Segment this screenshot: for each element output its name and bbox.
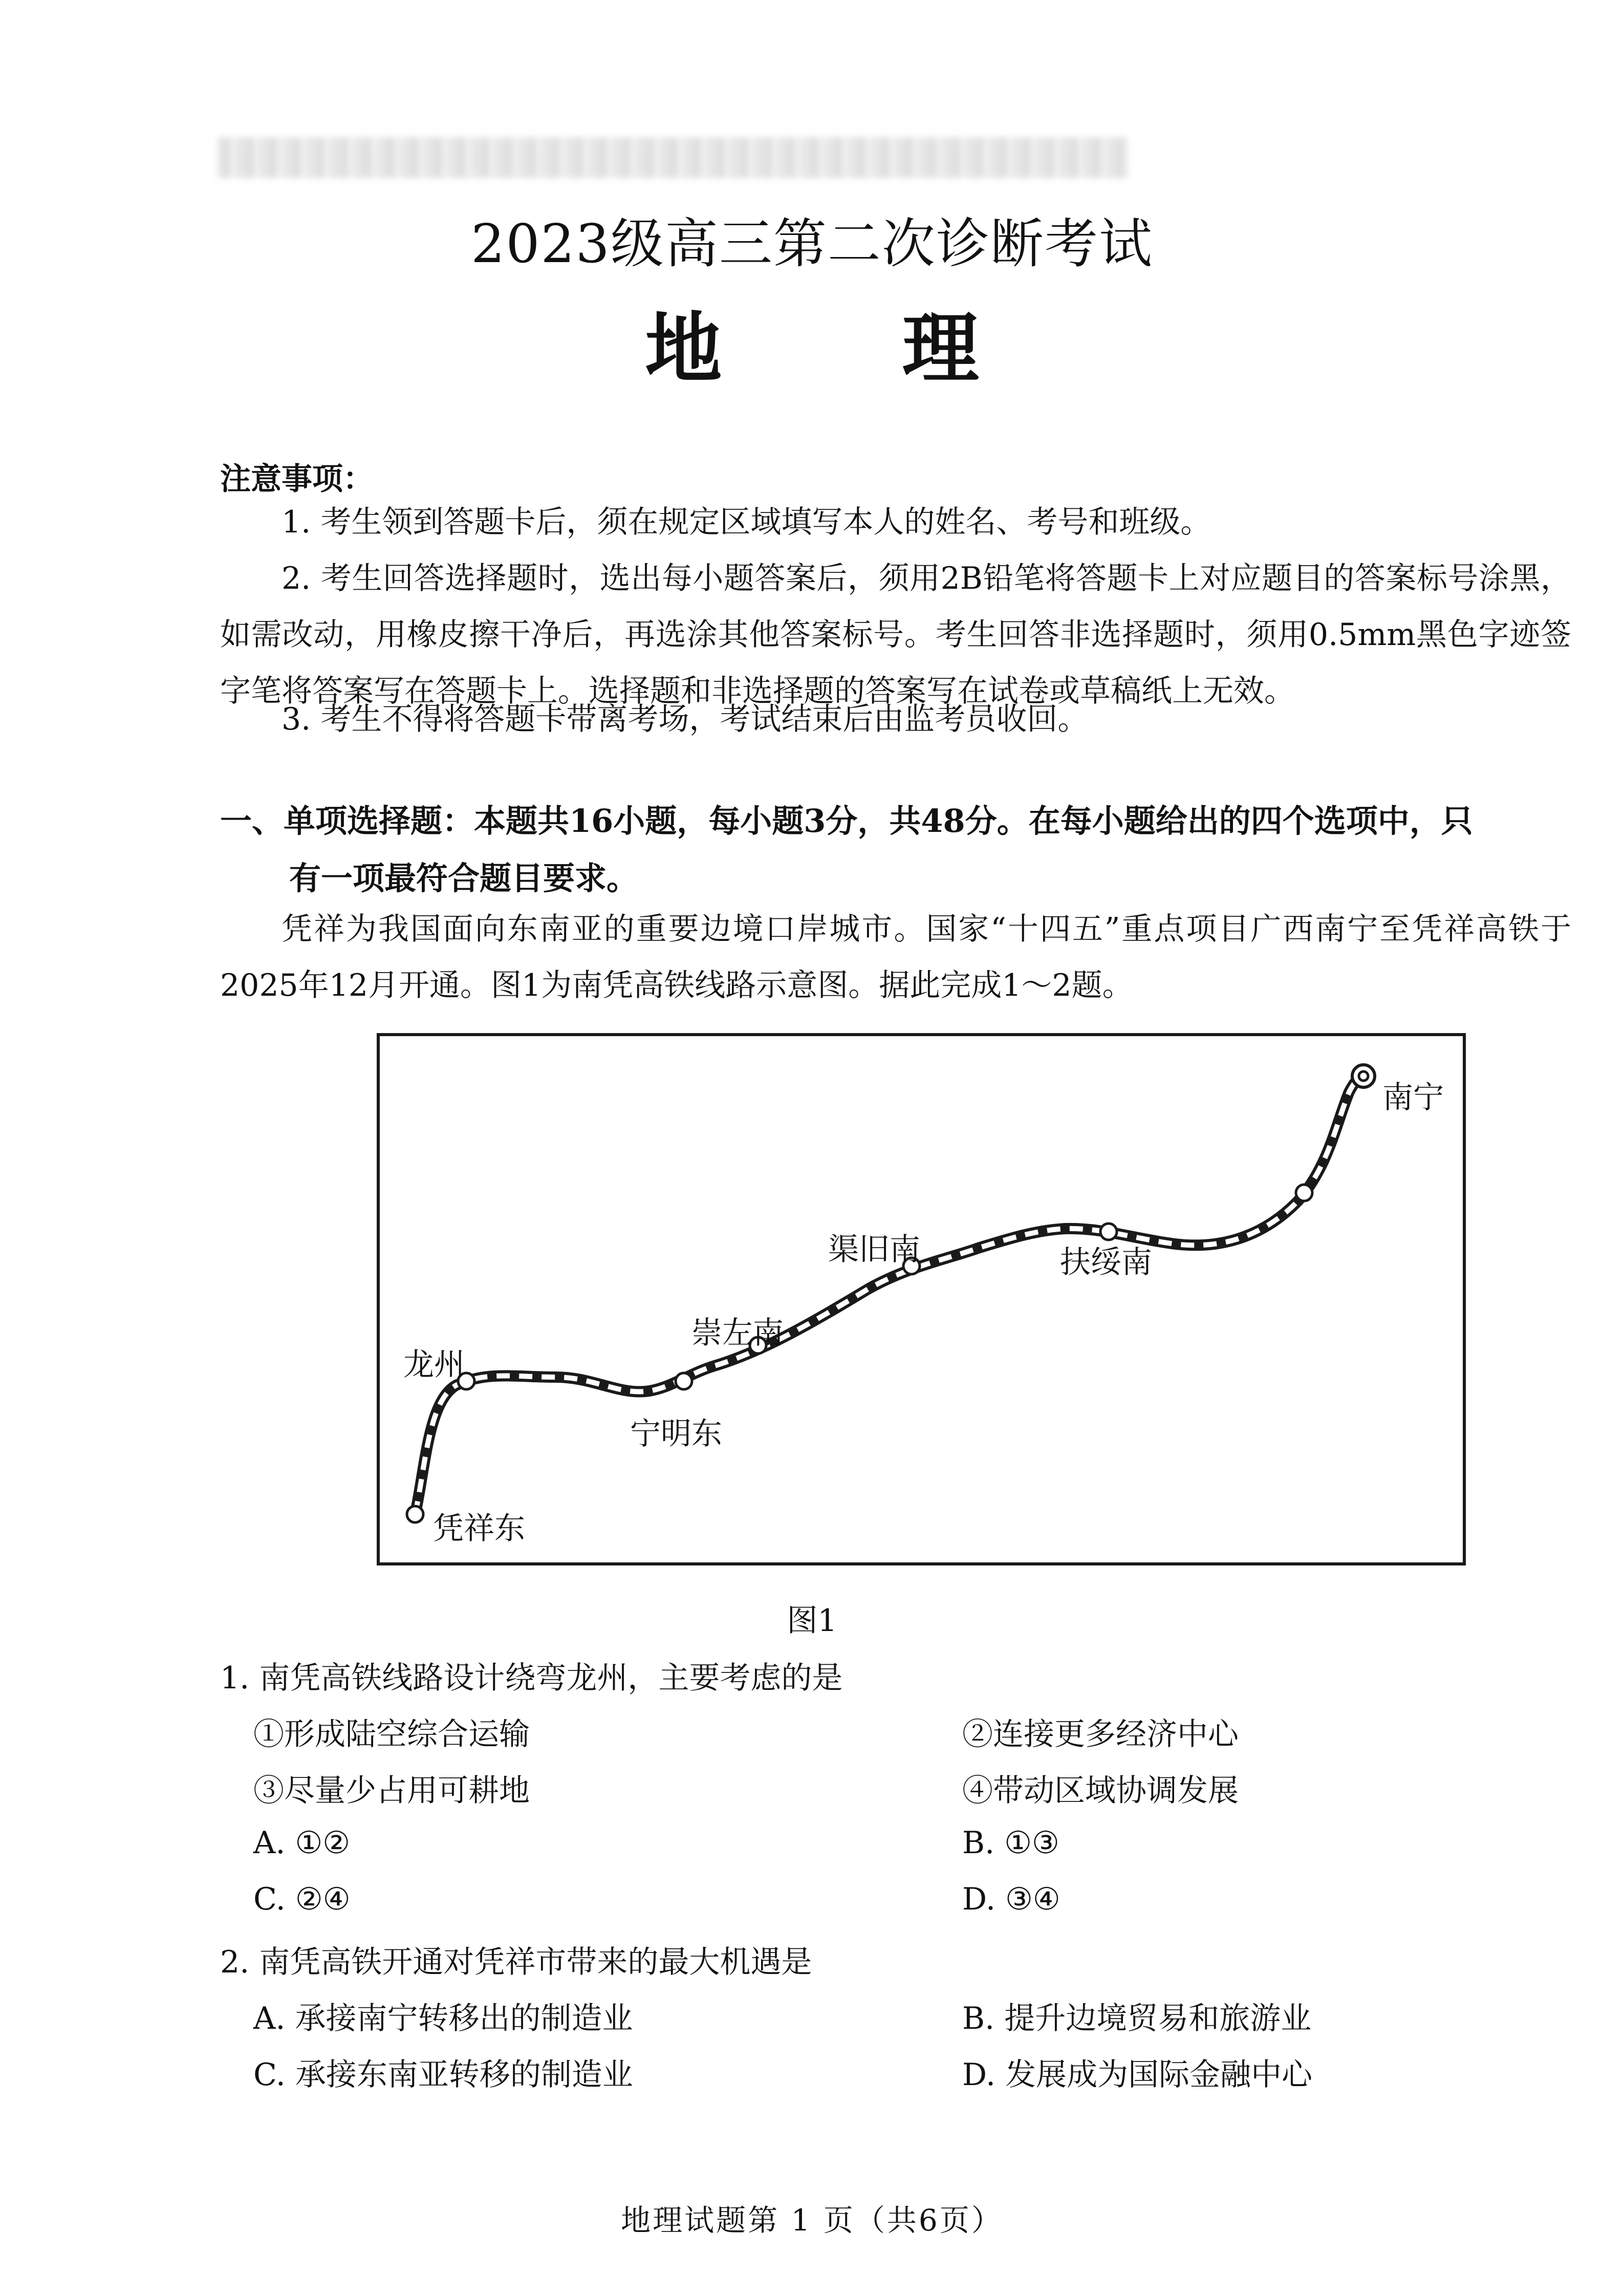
notice-heading: 注意事项： (220, 461, 374, 497)
q1-option-c: C. ②④ (253, 1881, 351, 1917)
station-label-nanning: 南宁 (1382, 1080, 1444, 1115)
station-label-longzhou: 龙州 (403, 1347, 465, 1383)
blurred-header-strip (218, 137, 1129, 178)
q1-item-3: ③尽量少占用可耕地 (253, 1773, 530, 1809)
q1-option-d: D. ③④ (962, 1881, 1060, 1917)
station-label-fusuinan: 扶绥南 (1060, 1244, 1152, 1280)
q2-option-c: C. 承接东南亚转移的制造业 (253, 2057, 633, 2093)
page-footer: 地理试题第 1 页（共6页） (621, 2203, 1003, 2238)
section-heading-line-1: 一、单项选择题：本题共16小题，每小题3分，共48分。在每小题给出的四个选项中，只 (220, 802, 1473, 840)
exam-title: 2023级高三第二次诊断考试 (471, 212, 1153, 275)
subject-title: 地 理 (645, 304, 1056, 394)
q1-item-1: ①形成陆空综合运输 (253, 1716, 530, 1752)
q2-option-d: D. 发展成为国际金融中心 (962, 2057, 1313, 2093)
question-1-stem: 1. 南凭高铁线路设计绕弯龙州，主要考虑的是 (220, 1660, 843, 1696)
nanning-marker-outer (1352, 1065, 1375, 1087)
pingxiangdong-marker (407, 1506, 423, 1522)
section-heading (220, 792, 1571, 907)
section-heading-line-2: 有一项最符合题目要求。 (289, 860, 639, 897)
station-label-chongzuonan: 崇左南 (691, 1315, 784, 1351)
station-label-qujiunan: 渠旧南 (828, 1232, 920, 1268)
q1-item-2: ②连接更多经济中心 (962, 1716, 1239, 1752)
q2-option-a: A. 承接南宁转移出的制造业 (253, 2001, 633, 2036)
figure-caption: 图1 (787, 1603, 837, 1639)
station-label-ningmingdong: 宁明东 (630, 1416, 722, 1452)
q2-option-b: B. 提升边境贸易和旅游业 (962, 2001, 1312, 2036)
q1-option-a: A. ①② (253, 1825, 351, 1861)
ningmingdong-marker (676, 1373, 692, 1389)
rail-route-map (377, 1033, 1466, 1565)
route-map-svg (377, 1033, 1466, 1565)
map-frame (378, 1035, 1464, 1564)
question-intro: 凭祥为我国面向东南亚的重要边境口岸城市。国家“十四五”重点项目广西南宁至凭祥高铁于2025年12月开通。图1为南凭高铁线路示意图。据此完成1～2题。 (220, 911, 1571, 1003)
notice-item-2: 2. 考生回答选择题时，选出每小题答案后，须用2B铅笔将答题卡上对应题目的答案标号涂黑，如需改动，用橡皮擦干净后，再选涂其他答案标号。考生回答非选择题时，须用0.5mm黑色字迹签字笔将答案写在答题卡上。选择题和非选择题的答案写在试卷或草稿纸上无效。 (220, 561, 1571, 709)
q1-item-4: ④带动区域协调发展 (962, 1773, 1239, 1809)
question-2-stem: 2. 南凭高铁开通对凭祥市带来的最大机遇是 (220, 1944, 812, 1980)
station-label-pingxiangdong: 凭祥东 (433, 1511, 525, 1547)
unnamed-station-marker (1296, 1185, 1312, 1201)
q1-option-b: B. ①③ (962, 1825, 1059, 1861)
notice-item-1: 1. 考生领到答题卡后，须在规定区域填写本人的姓名、考号和班级。 (282, 504, 1211, 540)
notice-item-3: 3. 考生不得将答题卡带离考场，考试结束后由监考员收回。 (282, 701, 1089, 737)
